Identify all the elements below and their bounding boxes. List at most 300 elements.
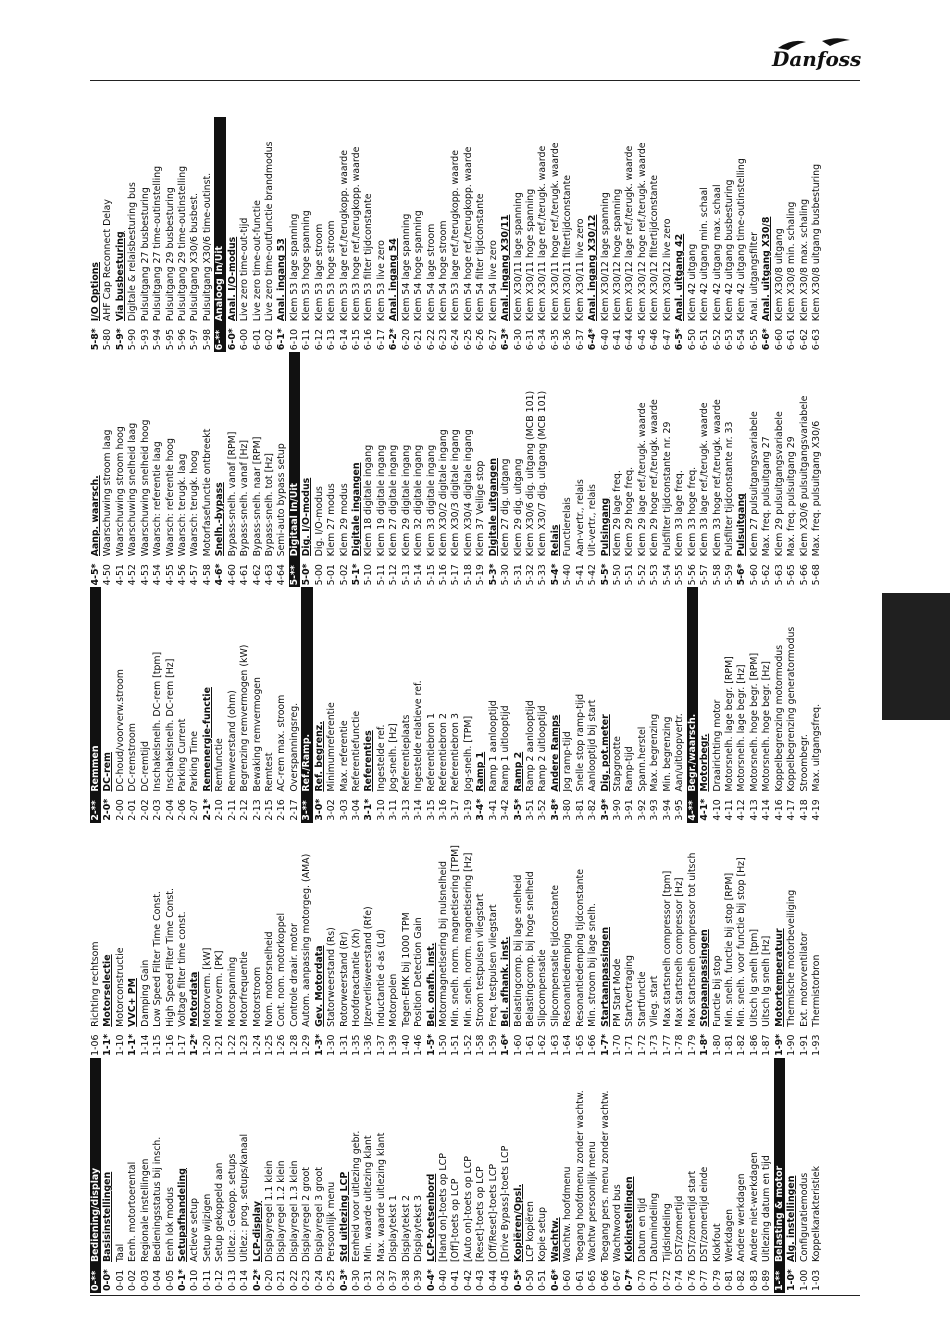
parameter-number: 6-0*: [226, 328, 238, 351]
parameter-label: Displayregel 1.2 klein: [276, 1160, 288, 1262]
parameter-row: [475, 823, 486, 1058]
parameter-row: [401, 587, 412, 822]
parameter-number: 1-06: [90, 1034, 101, 1056]
parameter-row: [314, 1058, 325, 1293]
parameter-number: 1-79: [686, 1034, 698, 1056]
parameter-number: 4-10: [711, 799, 723, 821]
parameter-label: LCP-toetsenbord: [425, 1173, 437, 1262]
parameter-label: DST/zomertijd einde: [699, 1166, 711, 1262]
parameter-label: Bedieningsstatus bij insch.: [152, 1136, 164, 1262]
parameter-number: 6-10: [288, 328, 300, 351]
parameter-label: High Speed Filter Time Const.: [164, 888, 176, 1027]
parameter-subgroup-header: [513, 587, 524, 822]
parameter-number: 1-50: [438, 1034, 450, 1056]
parameter-number: 6-23: [438, 328, 450, 351]
parameter-number: 3-41: [487, 799, 499, 821]
parameter-label: Digitale uitgangen: [487, 458, 499, 557]
parameter-subgroup-header: [600, 587, 611, 822]
parameter-row: [326, 117, 337, 352]
parameter-label: Alg. instellingen: [786, 1175, 798, 1262]
parameter-number: 1-24: [251, 1034, 263, 1056]
parameter-label: Klem X30/8 uitgang: [773, 228, 785, 322]
parameter-label: Resonantiedemping: [562, 933, 574, 1027]
parameter-row: [811, 352, 822, 587]
parameter-row: [674, 587, 685, 822]
parameter-label: Live zero time-out-tijd: [239, 217, 251, 322]
parameter-number: 3-10: [375, 799, 387, 821]
parameter-row: [463, 352, 474, 587]
parameter-label: Klem X30/11 lage spanning: [512, 192, 524, 322]
parameter-number: 6-50: [686, 328, 698, 351]
parameter-column: [90, 1058, 846, 1293]
parameter-number: 1-9*: [773, 1033, 785, 1056]
parameter-label: Klokfout: [711, 1223, 723, 1262]
parameter-row: [239, 1058, 250, 1293]
parameter-number: 4-18: [798, 799, 810, 821]
parameter-number: 6-14: [338, 328, 350, 351]
parameter-number: 1-60: [512, 1034, 524, 1056]
parameter-number: 3-51: [525, 799, 537, 821]
parameter-row: [376, 587, 387, 822]
parameter-subgroup-header: [339, 1058, 350, 1293]
parameter-row: [376, 352, 387, 587]
parameter-number: 0-14: [239, 1269, 251, 1291]
parameter-label: Klem 33 lage freq.: [674, 470, 686, 557]
parameter-label: Klem 29 hoge ref./terugk. waarde: [649, 399, 661, 557]
parameter-number: 0-10: [189, 1269, 201, 1291]
parameter-number: 1-52: [462, 1034, 474, 1056]
parameter-row: [662, 117, 673, 352]
parameter-number: 4-14: [761, 799, 773, 821]
parameter-label: Min. stroom bij lage snelh.: [587, 903, 599, 1027]
parameter-row: [301, 823, 312, 1058]
parameter-label: Klem X30/12 filtertijdconstante: [649, 174, 661, 322]
parameter-number: 6-41: [612, 328, 624, 351]
parameter-row: [177, 352, 188, 587]
parameter-number: 1-73: [649, 1034, 661, 1056]
parameter-number: 6-60: [773, 328, 785, 351]
parameter-row: [438, 587, 449, 822]
parameter-label: Configuratiemodus: [798, 1172, 810, 1262]
parameter-number: 5-1*: [351, 563, 363, 586]
parameter-label: Max startsnelh compressor tot uitsch: [686, 852, 698, 1027]
parameter-number: 3-5*: [512, 798, 524, 821]
parameter-label: [Off/Reset]-toets LCP: [487, 1163, 499, 1262]
parameter-row: [799, 352, 810, 587]
parameter-label: Klem 27 dig. uitgang: [500, 458, 512, 557]
parameter-number: 1-3*: [313, 1033, 325, 1056]
parameter-number: 2-12: [239, 799, 251, 821]
parameter-number: 5-31: [512, 564, 524, 586]
parameter-column: [90, 117, 846, 352]
parameter-row: [662, 587, 673, 822]
parameter-row: [202, 352, 213, 587]
parameter-subgroup-header: [252, 1058, 263, 1293]
parameter-number: 6-4*: [587, 328, 599, 351]
parameter-label: Klem 53 hoge ref./terugkopp. waarde: [351, 146, 363, 322]
parameter-label: Setup gekoppeld aan: [214, 1162, 226, 1262]
parameter-row: [177, 587, 188, 822]
parameter-label: Min. snelh. norm. magnetisering [Hz]: [462, 852, 474, 1027]
parameter-row: [712, 352, 723, 587]
parameter-label: Ramp 2: [512, 751, 524, 792]
parameter-number: 2-0*: [102, 798, 114, 821]
parameter-row: [687, 1058, 698, 1293]
parameter-row: [276, 587, 287, 822]
parameter-number: 3-9*: [599, 798, 611, 821]
parameter-label: Minimumreferentie: [326, 702, 338, 792]
parameter-number: 0-72: [661, 1269, 673, 1291]
parameter-number: 6-36: [562, 328, 574, 351]
parameter-number: 6-37: [574, 328, 586, 351]
parameter-number: 6-30: [512, 328, 524, 351]
parameter-number: 6-31: [525, 328, 537, 351]
parameter-subgroup-header: [475, 587, 486, 822]
parameter-label: Max. begrenzing: [649, 713, 661, 792]
parameter-number: 3-8*: [549, 798, 561, 821]
parameter-number: 1-58: [475, 1034, 487, 1056]
parameter-row: [624, 823, 635, 1058]
parameter-number: 6-24: [450, 328, 462, 351]
parameter-row: [165, 587, 176, 822]
parameter-row: [537, 1058, 548, 1293]
parameter-row: [624, 352, 635, 587]
parameter-number: 0-70: [636, 1269, 648, 1291]
parameter-label: Kopiëren/Opsl.: [512, 1184, 524, 1262]
parameter-number: 1-62: [537, 1034, 549, 1056]
parameter-row: [363, 352, 374, 587]
parameter-subgroup-header: [550, 1058, 561, 1293]
parameter-subgroup-header: [115, 117, 126, 352]
parameter-number: 1-86: [748, 1034, 760, 1056]
parameter-number: 1-87: [761, 1034, 773, 1056]
parameter-row: [724, 587, 735, 822]
parameter-label: Motorverm. [PK]: [214, 950, 226, 1027]
parameter-row: [90, 823, 101, 1058]
parameter-label: Uitsch lg snelh [Hz]: [761, 935, 773, 1027]
parameter-row: [687, 352, 698, 587]
parameter-label: Ref. begrenz.: [313, 721, 325, 792]
parameter-row: [699, 352, 710, 587]
parameter-number: 3-19: [462, 799, 474, 821]
parameter-label: Stroombegr.: [798, 734, 810, 792]
parameter-number: 2-06: [177, 799, 188, 821]
parameter-label: Uitsch lg snelh [tpm]: [748, 928, 760, 1027]
parameter-label: Klem 53 lage ref./terugkopp. waarde: [450, 149, 462, 322]
parameter-label: Displayregel 1.1 klein: [264, 1160, 276, 1262]
parameter-label: Max startsnelh compressor [tpm]: [661, 870, 673, 1027]
parameter-number: 6-00: [239, 328, 251, 351]
parameter-label: Klem 54 hoge stroom: [438, 220, 450, 322]
parameter-number: 6-16: [363, 328, 375, 351]
parameter-label: Startaanpassingen: [599, 926, 611, 1027]
parameter-number: 1-28: [288, 1034, 300, 1056]
parameter-label: Anal. ingang X30/12: [587, 214, 599, 322]
parameter-number: 2-16: [276, 799, 288, 821]
parameter-label: Std uitlezing LCP: [338, 1171, 350, 1262]
parameter-group-header: [687, 587, 698, 822]
parameter-row: [438, 1058, 449, 1293]
parameter-row: [264, 352, 275, 587]
parameter-row: [475, 117, 486, 352]
parameter-label: Remmen: [90, 745, 101, 792]
parameter-number: 5-**: [288, 565, 300, 586]
parameter-row: [426, 117, 437, 352]
parameter-label: Klem X30/8 min. schaling: [786, 201, 798, 322]
parameter-label: Tegen-EMK bij 1000 TPM: [400, 912, 412, 1027]
parameter-number: 6-35: [549, 328, 561, 351]
parameter-number: 1-39: [388, 1034, 400, 1056]
parameter-label: Klem 29 lage ref./terugk. waarde: [636, 402, 648, 557]
parameter-label: Klem X30/12 hoge ref./terugk. waarde: [636, 142, 648, 322]
parameter-row: [513, 352, 524, 587]
parameter-number: 5-59: [723, 564, 735, 586]
parameter-label: IJzerverlisweerstand (Rfe): [363, 906, 375, 1027]
parameter-label: Uitlez.: prog. setups/kanaal: [239, 1133, 251, 1262]
parameter-row: [550, 117, 561, 352]
parameter-label: Via busbesturing: [114, 231, 126, 322]
parameter-row: [165, 823, 176, 1058]
parameter-number: 6-34: [537, 328, 549, 351]
parameter-number: 5-55: [674, 564, 686, 586]
danfoss-logo: [770, 32, 862, 74]
parameter-number: 5-65: [786, 564, 798, 586]
parameter-label: Andere Ramps: [549, 714, 561, 792]
parameter-label: Actieve setup: [189, 1198, 201, 1262]
parameter-row: [799, 587, 810, 822]
parameter-number: 5-19: [475, 564, 487, 586]
parameter-number: 2-00: [114, 799, 126, 821]
parameter-number: 5-94: [152, 328, 164, 351]
parameter-label: Pulsuitgang 29 busbesturing: [164, 187, 176, 322]
parameter-row: [774, 352, 785, 587]
parameter-number: 4-51: [114, 564, 126, 586]
parameter-label: Klem X30/11 live zero: [574, 218, 586, 322]
parameter-row: [102, 352, 113, 587]
parameter-row: [252, 352, 263, 587]
parameter-label: Rotorweerstand (Rr): [338, 931, 350, 1027]
parameter-label: Belasting & motor: [773, 1165, 785, 1262]
parameter-number: 5-33: [537, 564, 549, 586]
parameter-label: Klem 42 uitgang time-outinstelling: [736, 158, 748, 322]
parameter-row: [537, 352, 548, 587]
parameter-label: Bel. onafh. inst.: [425, 942, 437, 1027]
parameter-label: Klem 29 lage freq.: [612, 470, 624, 557]
parameter-row: [575, 1058, 586, 1293]
parameter-label: Snelle stop ramp-tijd: [574, 693, 586, 792]
parameter-number: 3-92: [636, 799, 648, 821]
parameter-number: 5-58: [711, 564, 723, 586]
parameter-label: Klem 53 hoge spanning: [301, 210, 313, 322]
parameter-label: Klem X30/4 digitale ingang: [462, 429, 474, 557]
parameter-label: Referentiebron 2: [438, 713, 450, 792]
parameter-number: 6-25: [462, 328, 474, 351]
parameter-number: 0-83: [748, 1269, 760, 1291]
parameter-row: [537, 823, 548, 1058]
parameter-row: [152, 1058, 163, 1293]
parameter-number: 5-11: [375, 564, 387, 586]
parameter-number: 4-53: [139, 564, 151, 586]
parameter-label: Live zero time-outfunctie brandmodus: [264, 141, 276, 322]
parameter-label: Snelh.-bypass: [214, 482, 226, 557]
parameter-number: 6-47: [661, 328, 673, 351]
parameter-row: [637, 587, 648, 822]
parameter-label: Klem 42 uitgang busbesturing: [723, 179, 735, 322]
parameter-row: [724, 117, 735, 352]
parameter-label: Andere werkdagen: [736, 1173, 748, 1262]
parameter-label: Koppelbegrenzing generatormodus: [786, 626, 798, 792]
parameter-number: 6-54: [736, 328, 748, 351]
parameter-number: 5-02: [338, 564, 350, 586]
parameter-row: [736, 117, 747, 352]
parameter-row: [239, 823, 250, 1058]
parameter-row: [140, 823, 151, 1058]
parameter-number: 0-01: [114, 1269, 126, 1291]
parameter-number: 4-54: [152, 564, 164, 586]
parameter-label: Motorfasefunctie ontbreekt: [201, 428, 213, 557]
parameter-number: 0-3*: [338, 1269, 350, 1291]
parameter-label: Motorstroom: [251, 966, 263, 1027]
parameter-label: Min. begrenzing: [661, 716, 673, 792]
parameter-row: [326, 823, 337, 1058]
parameter-number: 3-94: [661, 799, 673, 821]
parameter-label: DC-houd/voorverw.stroom: [114, 669, 126, 792]
parameter-label: Motorsnelh. hoge begr. [Hz]: [761, 661, 773, 792]
parameter-number: 4-52: [127, 564, 139, 586]
parameter-row: [749, 352, 760, 587]
parameter-label: Ramp-tijd: [624, 746, 636, 792]
parameter-number: 1-21: [214, 1034, 226, 1056]
parameter-label: Klem X30/3 digitale ingang: [450, 429, 462, 557]
parameter-row: [450, 1058, 461, 1293]
parameter-row: [811, 587, 822, 822]
parameter-row: [388, 1058, 399, 1293]
parameter-number: 4-6*: [214, 563, 226, 586]
parameter-row: [463, 587, 474, 822]
parameter-label: Wachtw. hoofdmenu: [562, 1166, 574, 1262]
parameter-label: Datumindeling: [649, 1192, 661, 1262]
parameter-number: 1-10: [114, 1034, 126, 1056]
parameter-number: 1-61: [525, 1034, 537, 1056]
parameter-row: [388, 587, 399, 822]
parameter-number: 1-6*: [500, 1033, 512, 1056]
parameter-label: Uit-vertr., relais: [587, 484, 599, 557]
parameter-subgroup-header: [363, 587, 374, 822]
parameter-label: Datum en tijd: [636, 1197, 648, 1262]
parameter-label: Klem 33 lage ref./terugk. waarde: [699, 402, 711, 557]
parameter-label: Low Speed Filter Time Const.: [152, 891, 164, 1027]
parameter-row: [214, 1058, 225, 1293]
parameter-row: [202, 823, 213, 1058]
parameter-row: [289, 117, 300, 352]
parameter-row: [115, 352, 126, 587]
parameter-label: Min. snelh. functie bij stop [RPM]: [723, 872, 735, 1027]
parameter-row: [214, 823, 225, 1058]
parameter-number: 0-03: [139, 1269, 151, 1291]
parameter-row: [488, 117, 499, 352]
parameter-label: Pulsuitgang X30/6 time-outinst.: [201, 172, 213, 322]
parameter-label: Koppelbegrenzing motormodus: [773, 644, 785, 792]
parameter-label: Ramp 1: [475, 751, 487, 792]
parameter-number: 1-22: [226, 1034, 238, 1056]
parameter-row: [115, 823, 126, 1058]
parameter-label: Displaytekst 3: [413, 1195, 425, 1262]
parameter-row: [774, 117, 785, 352]
parameter-label: [Off]-toets op LCP: [450, 1178, 462, 1262]
parameter-subgroup-header: [314, 587, 325, 822]
parameter-row: [227, 587, 238, 822]
parameter-number: 0-6*: [549, 1269, 561, 1291]
parameter-row: [289, 823, 300, 1058]
parameter-row: [214, 587, 225, 822]
parameter-number: 1-81: [723, 1034, 735, 1056]
parameter-row: [612, 823, 623, 1058]
parameter-row: [600, 117, 611, 352]
parameter-label: Eenh. motortoerental: [127, 1161, 139, 1262]
parameter-label: Begrenzing remvermogen (kW): [239, 644, 251, 792]
parameter-label: Pulsfilter tijdconstante nr. 29: [661, 421, 673, 557]
parameter-row: [662, 1058, 673, 1293]
parameter-subgroup-header: [102, 1058, 113, 1293]
parameter-label: Motorsnelh. hoge begr. [RPM]: [748, 652, 760, 792]
parameter-label: Klem 53 filter tijdconstante: [363, 193, 375, 322]
parameter-row: [351, 117, 362, 352]
parameter-row: [252, 117, 263, 352]
parameter-number: 5-17: [450, 564, 462, 586]
parameter-number: 0-05: [164, 1269, 176, 1291]
parameter-row: [189, 117, 200, 352]
parameter-number: 2-02: [139, 799, 151, 821]
parameter-label: Belastingcomp. bij lage snelheid: [512, 874, 524, 1027]
parameter-row: [438, 823, 449, 1058]
parameter-number: 0-45: [500, 1269, 512, 1291]
parameter-row: [264, 587, 275, 822]
parameter-row: [488, 823, 499, 1058]
parameter-number: 5-14: [413, 564, 425, 586]
parameter-row: [127, 117, 138, 352]
parameter-label: Klem 54 lage spanning: [400, 213, 412, 322]
parameter-label: AC-rem max. stroom: [276, 694, 288, 792]
parameter-row: [264, 117, 275, 352]
parameter-row: [662, 823, 673, 1058]
parameter-row: [811, 1058, 822, 1293]
parameter-number: 0-5*: [512, 1269, 524, 1291]
parameter-subgroup-header: [500, 823, 511, 1058]
parameter-label: Klem 27 pulsuitgangsvariabele: [748, 411, 760, 557]
parameter-row: [575, 823, 586, 1058]
parameter-label: Klem 29 digitale ingang: [400, 444, 412, 557]
parameter-label: Resonantiedemping tijdconstante: [574, 869, 586, 1027]
parameter-label: Referentieplaats: [400, 714, 412, 792]
parameter-label: Werkdagen: [723, 1208, 735, 1262]
parameter-number: 3-52: [537, 799, 549, 821]
parameter-label: Controle draair. motor: [288, 923, 300, 1027]
parameter-label: Max. freq. pulsuitgang 27: [761, 436, 773, 557]
parameter-row: [649, 352, 660, 587]
parameter-label: Klem 42 uitgang min. schaal: [699, 187, 711, 322]
parameter-label: Analoog In/Uit: [214, 245, 226, 322]
parameter-number: 5-68: [810, 564, 822, 586]
parameter-number: 0-04: [152, 1269, 164, 1291]
parameter-number: 5-57: [699, 564, 711, 586]
header-rule: [90, 80, 860, 81]
parameter-row: [649, 117, 660, 352]
parameter-row: [749, 1058, 760, 1293]
parameter-row: [401, 823, 412, 1058]
parameter-row: [575, 352, 586, 587]
parameter-number: 6-12: [313, 328, 325, 351]
parameter-row: [500, 1058, 511, 1293]
